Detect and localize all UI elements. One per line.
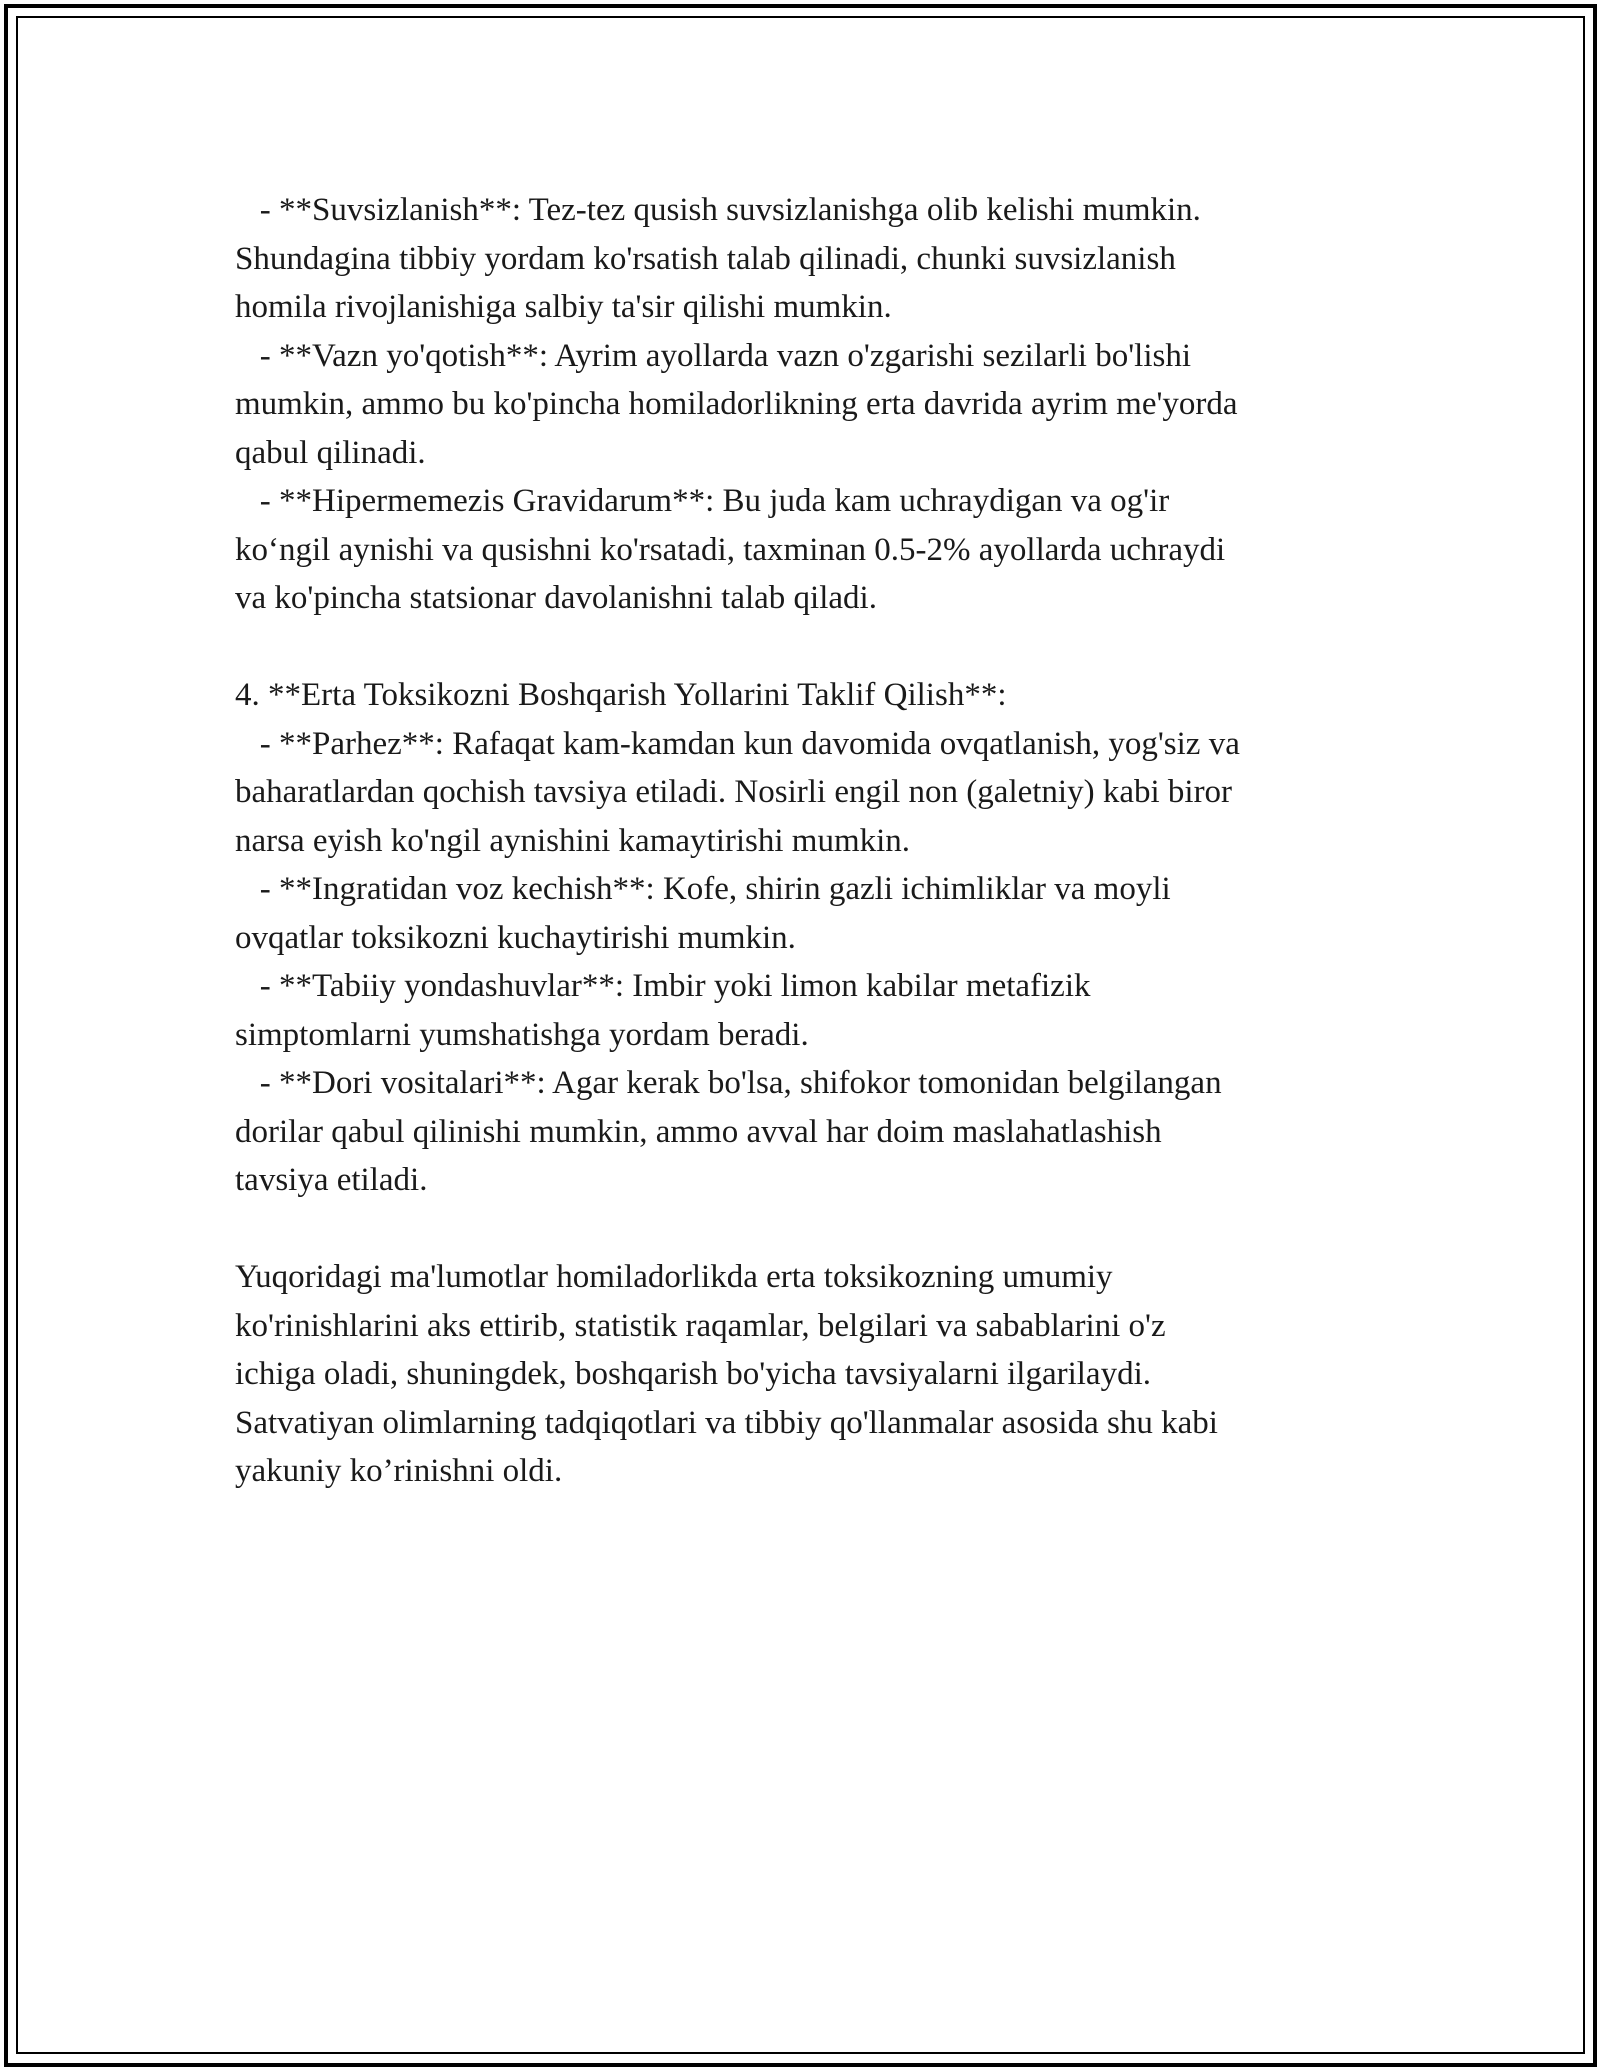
text-line: - **Hipermemezis Gravidarum**: Bu juda kam uchraydigan va og'ir <box>235 483 1170 519</box>
text-line: ovqatlar toksikozni kuchaytirishi mumkin. <box>235 919 796 956</box>
text-line: Satvatiyan olimlarning tadqiqotlari va tibbiy qo'llanmalar asosida shu kabi <box>235 1404 1218 1441</box>
text-line: - **Tabiiy yondashuvlar**: Imbir yoki limon kabilar metafizik <box>235 968 1091 1004</box>
text-line: ko‘ngil aynishi va qusishni ko'rsatadi, taxminan 0.5-2% ayollarda uchraydi <box>235 531 1226 568</box>
text-line: tavsiya etiladi. <box>235 1162 428 1198</box>
text-line: simptomlarni yumshatishga yordam beradi. <box>235 1016 809 1053</box>
text-line: baharatlardan qochish tavsiya etiladi. Nosirli engil non (galetniy) kabi biror <box>235 774 1233 810</box>
text-line: - **Dori vositalari**: Agar kerak bo'lsa, shifokor tomonidan belgilangan <box>235 1065 1222 1101</box>
text-line: - **Vazn yo'qotish**: Ayrim ayollarda vazn o'zgarishi sezilarli bo'lishi <box>235 337 1192 374</box>
text-line: homila rivojlanishiga salbiy ta'sir qilishi mumkin. <box>235 289 892 325</box>
text-line: mumkin, ammo bu ko'pincha homiladorlikning erta davrida ayrim me'yorda <box>235 386 1238 422</box>
text-line: Shundagina tibbiy yordam ko'rsatish talab qilinadi, chunki suvsizlanish <box>235 240 1176 277</box>
text-line: Yuqoridagi ma'lumotlar homiladorlikda erta toksikozning umumiy <box>235 1259 1113 1295</box>
paragraph-gap <box>235 623 1385 672</box>
text-line: narsa eyish ko'ngil aynishini kamaytirishi mumkin. <box>235 822 911 859</box>
document-body <box>235 186 1385 1496</box>
text-line: yakuniy ko’rinishni oldi. <box>235 1453 563 1489</box>
text-line: va ko'pincha statsionar davolanishni talab qiladi. <box>235 580 877 616</box>
text-line: qabul qilinadi. <box>235 434 426 471</box>
text-line: ko'rinishlarini aks ettirib, statistik raqamlar, belgilari va sabablarini o'z <box>235 1307 1166 1344</box>
text-line: dorilar qabul qilinishi mumkin, ammo avval har doim maslahatlashish <box>235 1113 1162 1150</box>
text-line: ichiga oladi, shuningdek, boshqarish bo'yicha tavsiyalarni ilgarilaydi. <box>235 1356 1151 1392</box>
text-line: - **Parhez**: Rafaqat kam-kamdan kun davomida ovqatlanish, yog'siz va <box>235 725 1240 762</box>
text-line: - **Ingratidan voz kechish**: Kofe, shirin gazli ichimliklar va moyli <box>235 871 1171 907</box>
paragraph-gap <box>235 1205 1385 1254</box>
text-line: - **Suvsizlanish**: Tez-tez qusish suvsizlanishga olib kelishi mumkin. <box>235 192 1201 228</box>
section-heading: 4. **Erta Toksikozni Boshqarish Yollarini Taklif Qilish**: <box>235 677 1007 713</box>
